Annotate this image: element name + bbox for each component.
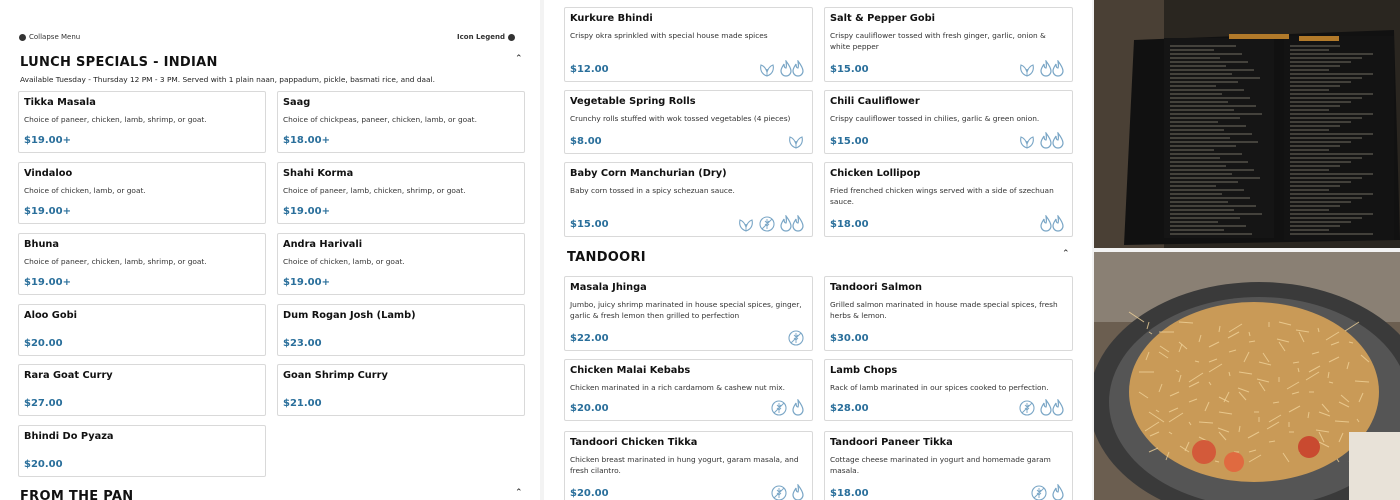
item-description: Choice of chicken, lamb, or goat. [24, 186, 146, 195]
item-name: Tandoori Chicken Tikka [570, 437, 698, 448]
menu-item-card[interactable] [277, 162, 525, 224]
item-name: Masala Jhinga [570, 282, 647, 293]
menu-item-card[interactable] [18, 233, 266, 295]
item-price: $20.00 [24, 338, 63, 349]
dietary-icons [788, 134, 804, 149]
item-description: Chicken breast marinated in hung yogurt, garam masala, and fresh cilantro. [570, 455, 799, 475]
menu-item-card[interactable] [18, 425, 266, 477]
gluten-free-icon [771, 400, 787, 416]
menu-item-card[interactable] [564, 90, 813, 154]
vegan-leaf-icon [1019, 62, 1035, 77]
item-price: $15.00 [570, 219, 609, 230]
item-name: Lamb Chops [830, 365, 898, 376]
collapse-icon [19, 34, 26, 41]
item-name: Chicken Lollipop [830, 168, 921, 179]
item-description: Jumbo, juicy shrimp marinated in house special spices, ginger, garlic & fresh lemon then grilled to perfection [570, 300, 802, 320]
item-price: $20.00 [570, 488, 609, 499]
menu-item-card[interactable] [564, 7, 813, 82]
item-price: $12.00 [570, 64, 609, 75]
item-name: Baby Corn Manchurian (Dry) [570, 168, 727, 179]
item-name: Kurkure Bhindi [570, 13, 653, 24]
item-description: Grilled salmon marinated in house made special spices, fresh herbs & lemon. [830, 300, 1058, 320]
menu-item-card[interactable] [277, 91, 525, 153]
item-name: Bhindi Do Pyaza [24, 431, 114, 442]
menu-item-card[interactable] [564, 276, 813, 351]
item-price: $28.00 [830, 403, 869, 414]
item-description: Choice of paneer, lamb, chicken, shrimp, or goat. [283, 186, 466, 195]
double-flame-icon [1040, 215, 1064, 232]
gluten-free-icon [1019, 400, 1035, 416]
item-name: Shahi Korma [283, 168, 354, 179]
item-description: Crispy cauliflower tossed in chilies, garlic & green onion. [830, 114, 1040, 123]
menu-item-card[interactable] [18, 162, 266, 224]
double-flame-icon [1040, 399, 1064, 416]
noodle-dish-photo[interactable] [1094, 252, 1400, 500]
gluten-free-icon [1031, 485, 1047, 500]
menu-item-card[interactable] [18, 304, 266, 356]
lunch-specials-title: LUNCH SPECIALS - INDIAN [20, 55, 218, 70]
item-price: $18.00 [830, 488, 869, 499]
menu-item-card[interactable] [564, 162, 813, 237]
menu-item-card[interactable] [824, 90, 1073, 154]
vegan-leaf-icon [738, 217, 754, 232]
dietary-icons [1019, 399, 1064, 416]
item-price: $19.00+ [283, 206, 330, 217]
item-description: Fried frenched chicken wings served with a side of szechuan sauce. [830, 186, 1054, 206]
item-price: $27.00 [24, 398, 63, 409]
collapse-menu-label: Collapse Menu [29, 33, 81, 41]
lunch-specials-subtitle: Available Tuesday - Thursday 12 PM - 3 PM. Served with 1 plain naan, pappadum, pickle, basmati rice, and daal. [20, 75, 435, 84]
item-name: Bhuna [24, 239, 60, 250]
item-name: Goan Shrimp Curry [283, 370, 388, 381]
menu-item-card[interactable] [824, 7, 1073, 82]
spicy-flame-icon [1052, 484, 1064, 500]
item-price: $15.00 [830, 136, 869, 147]
item-name: Andra Harivali [283, 239, 363, 250]
item-price: $19.00+ [24, 206, 71, 217]
item-description: Crispy okra sprinkled with special house made spices [570, 31, 768, 40]
dietary-icons [1040, 215, 1064, 232]
item-name: Aloo Gobi [24, 310, 77, 321]
dietary-icons [738, 215, 804, 232]
item-price: $30.00 [830, 333, 869, 344]
item-description: Crispy cauliflower tossed with fresh ginger, garlic, onion & white pepper [830, 31, 1046, 51]
item-name: Dum Rogan Josh (Lamb) [283, 310, 416, 321]
item-name: Salt & Pepper Gobi [830, 13, 935, 24]
menu-item-card[interactable] [824, 162, 1073, 237]
item-description: Choice of paneer, chicken, lamb, shrimp, or goat. [24, 115, 207, 124]
item-name: Tikka Masala [24, 97, 96, 108]
item-price: $18.00 [830, 219, 869, 230]
item-description: Rack of lamb marinated in our spices cooked to perfection. [830, 383, 1049, 392]
gluten-free-icon [771, 485, 787, 500]
vegan-leaf-icon [788, 134, 804, 149]
item-name: Chicken Malai Kebabs [570, 365, 691, 376]
dietary-icons [1019, 132, 1064, 149]
double-flame-icon [1040, 60, 1064, 77]
item-name: Tandoori Salmon [830, 282, 923, 293]
item-price: $20.00 [24, 459, 63, 470]
appetizer-tandoori-panel [544, 0, 1092, 500]
item-description: Choice of chicken, lamb, or goat. [283, 257, 405, 266]
item-name: Tandoori Paneer Tikka [830, 437, 953, 448]
item-name: Rara Goat Curry [24, 370, 113, 381]
dietary-icons [1031, 484, 1064, 500]
item-price: $21.00 [283, 398, 322, 409]
menu-item-card[interactable] [824, 276, 1073, 351]
dietary-icons [788, 330, 804, 346]
item-price: $19.00+ [24, 277, 71, 288]
double-flame-icon [1040, 132, 1064, 149]
dietary-icons [1019, 60, 1064, 77]
item-price: $15.00 [830, 64, 869, 75]
lunch-collapse-caret-icon[interactable]: ⌃ [515, 54, 523, 64]
item-description: Cottage cheese marinated in yogurt and homemade garam masala. [830, 455, 1051, 475]
item-description: Choice of chickpeas, paneer, chicken, lamb, or goat. [283, 115, 477, 124]
menu-item-card[interactable] [18, 91, 266, 153]
vegan-leaf-icon [1019, 134, 1035, 149]
menu-item-card[interactable] [824, 359, 1073, 421]
pan-collapse-caret-icon[interactable]: ⌃ [515, 488, 523, 498]
dietary-icons [771, 484, 804, 500]
item-name: Vegetable Spring Rolls [570, 96, 696, 107]
menu-item-card[interactable] [564, 431, 813, 500]
tandoori-title: TANDOORI [567, 250, 646, 265]
spicy-flame-icon [792, 399, 804, 416]
menu-item-card[interactable] [564, 359, 813, 421]
item-price: $22.00 [570, 333, 609, 344]
item-price: $20.00 [570, 403, 609, 414]
info-icon [508, 34, 515, 41]
item-price: $8.00 [570, 136, 602, 147]
dietary-icons [759, 60, 804, 77]
double-flame-icon [780, 60, 804, 77]
lunch-menu-panel [0, 0, 540, 500]
icon-legend-label: Icon Legend [457, 33, 505, 41]
gluten-free-icon [788, 330, 804, 346]
item-description: Chicken marinated in a rich cardamom & cashew nut mix. [570, 383, 785, 392]
collapse-menu-button[interactable] [19, 33, 80, 41]
double-flame-icon [780, 215, 804, 232]
menu-item-card[interactable] [824, 431, 1073, 500]
item-name: Chili Cauliflower [830, 96, 920, 107]
spicy-flame-icon [792, 484, 804, 500]
menu-item-card[interactable] [18, 364, 266, 416]
item-price: $19.00+ [24, 135, 71, 146]
item-price: $23.00 [283, 338, 322, 349]
vegan-leaf-icon [759, 62, 775, 77]
item-price: $18.00+ [283, 135, 330, 146]
menu-item-card[interactable] [277, 233, 525, 295]
item-description: Choice of paneer, chicken, lamb, shrimp, or goat. [24, 257, 207, 266]
gluten-free-icon [759, 216, 775, 232]
item-price: $19.00+ [283, 277, 330, 288]
dietary-icons [771, 399, 804, 416]
menu-board-photo[interactable] [1094, 0, 1400, 248]
icon-legend-button[interactable] [457, 33, 515, 41]
item-description: Crunchy rolls stuffed with wok tossed vegetables (4 pieces) [570, 114, 791, 123]
item-name: Vindaloo [24, 168, 73, 179]
item-description: Baby corn tossed in a spicy schezuan sauce. [570, 186, 735, 195]
menu-item-card[interactable] [277, 304, 525, 356]
menu-item-card[interactable] [277, 364, 525, 416]
item-name: Saag [283, 97, 311, 108]
from-the-pan-title: FROM THE PAN [20, 489, 134, 500]
tandoori-collapse-caret-icon[interactable]: ⌃ [1062, 249, 1070, 259]
